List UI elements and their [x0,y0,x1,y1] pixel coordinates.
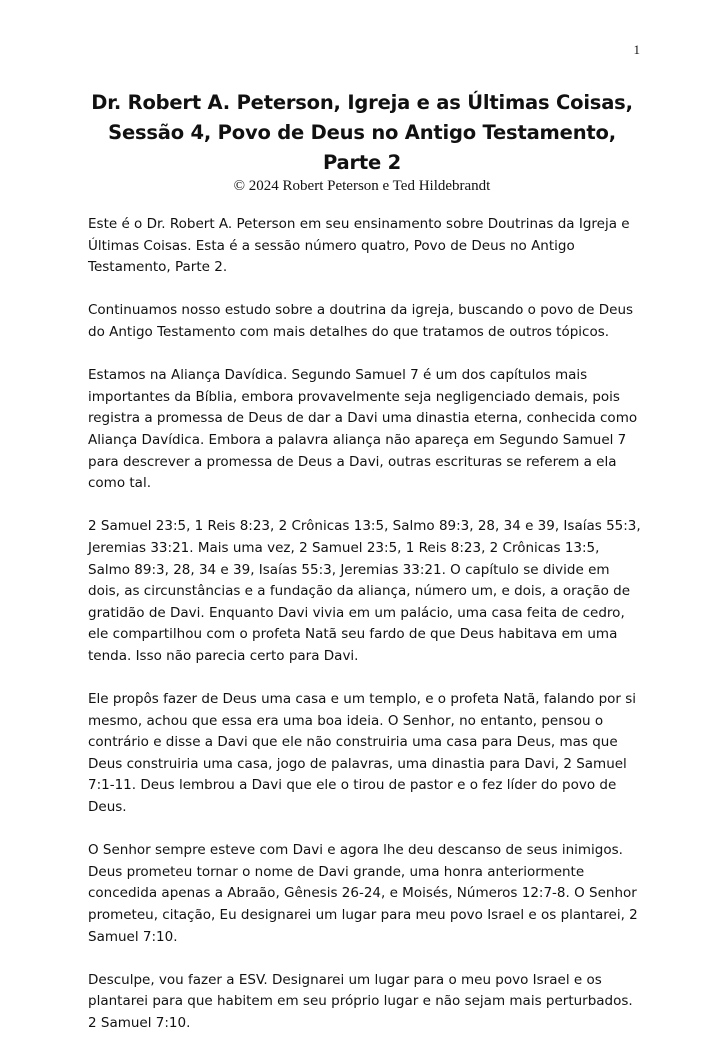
document-title [60,88,664,178]
paragraph: Ele propôs fazer de Deus uma casa e um templo, e o profeta Natã, falando por si mesmo, achou que essa era uma boa ideia. O Senhor, no entanto, pensou o contrário e disse a Davi que ele não construiria uma casa para Deus, mas que Deus construiria uma casa, jogo de palavras, uma dinastia para Davi, 2 Samuel 7:1-11. Deus lembrou a Davi que ele o tirou de pastor e o fez líder do povo de Deus. [88,691,637,816]
paragraph: O Senhor sempre esteve com Davi e agora lhe deu descanso de seus inimigos. Deus prometeu tornar o nome de Davi grande, uma honra anteriormente concedida apenas a Abraão, Gênesis 26-24, e Moisés, Números 12:7-8. O Senhor prometeu, citação, Eu designarei um lugar para meu povo Israel e os plantarei, 2 Samuel 7:10. [88,842,638,945]
paragraph: Desculpe, vou fazer a ESV. Designarei um lugar para o meu povo Israel e os plantarei para que habitem em seu próprio lugar e não sejam mais perturbados. 2 Samuel 7:10. [88,971,633,1031]
copyright-line: © 2024 Robert Peterson e Ted Hildebrandt [233,178,491,194]
page-number: 1 [633,42,640,57]
title-line: Parte 2 [322,151,402,174]
title-line: Sessão 4, Povo de Deus no Antigo Testamento, [108,121,616,144]
paragraph: 2 Samuel 23:5, 1 Reis 8:23, 2 Crônicas 13:5, Salmo 89:3, 28, 34 e 39, Isaías 55:3, Jeremias 33:21. Mais uma vez, 2 Samuel 23:5, 1 Reis 8:23, 2 Crônicas 13:5, Salmo 89:3, 28, 34 e 39, Isaías 55:3, Jeremias 33:21. O capítulo se divide em dois, as circunstâncias e a fundação da aliança, número um, e dois, a oração de gratidão de Davi. Enquanto Davi vivia em um palácio, uma casa feita de cedro, ele compartilhou com o profeta Natã seu fardo de que Deus habitava em uma tenda. Isso não parecia certo para Davi. [88,518,641,664]
paragraph: Continuamos nosso estudo sobre a doutrina da igreja, buscando o povo de Deus do Antigo Testamento com mais detalhes do que tratamos de outros tópicos. [88,302,634,340]
paragraph: Este é o Dr. Robert A. Peterson em seu ensinamento sobre Doutrinas da Igreja e Últimas Coisas. Esta é a sessão número quatro, Povo de Deus no Antigo Testamento, Parte 2. [88,216,630,276]
document-body [88,214,644,1056]
title-line: Dr. Robert A. Peterson, Igreja e as Últimas Coisas, [91,91,633,114]
paragraph: Estamos na Aliança Davídica. Segundo Samuel 7 é um dos capítulos mais importantes da Bíblia, embora provavelmente seja negligenciado demais, pois registra a promessa de Deus de dar a Davi uma dinastia eterna, conhecida como Aliança Davídica. Embora a palavra aliança não apareça em Segundo Samuel 7 para descrever a promessa de Deus a Davi, outras escrituras se referem a ela como tal. [88,367,638,492]
